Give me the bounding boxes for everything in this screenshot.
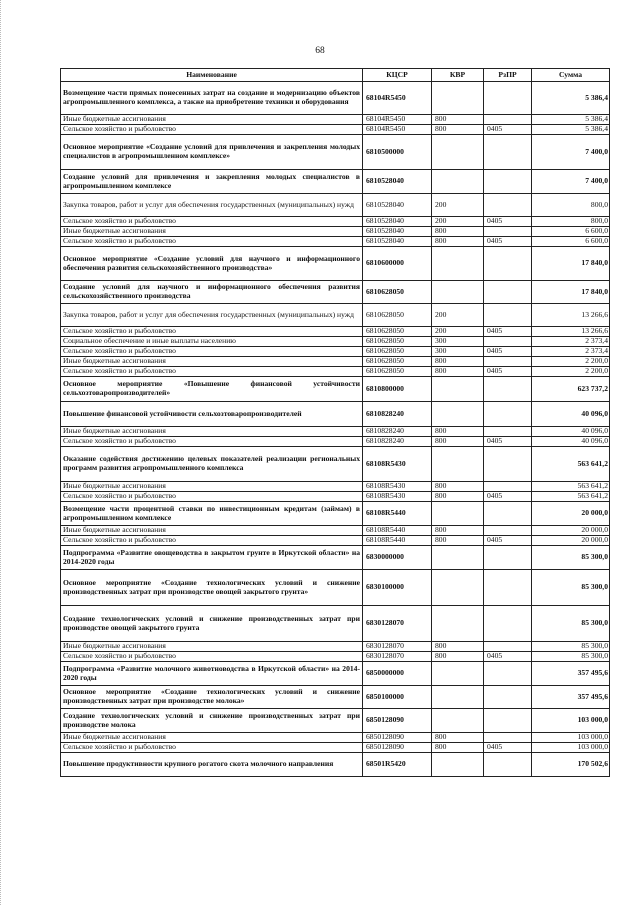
cell-rzpr: 0405 xyxy=(484,367,532,377)
cell-name: Возмещение части прямых понесенных затрат на создание и модернизацию объектов агропромышленного комплекса, а также на приобретение техники и оборудования xyxy=(61,82,363,115)
cell-kvr: 300 xyxy=(432,347,484,357)
header-rzpr: РзПР xyxy=(484,69,532,82)
cell-name: Социальное обеспечение и иные выплаты населению xyxy=(61,337,363,347)
cell-name: Оказание содействия достижению целевых показателей реализации региональных программ развития агропромышленного комплекса xyxy=(61,447,363,482)
table-row xyxy=(61,135,610,170)
cell-kvr xyxy=(432,82,484,115)
cell-rzpr xyxy=(484,606,532,642)
cell-kvr xyxy=(432,135,484,170)
cell-name: Иные бюджетные ассигнования xyxy=(61,642,363,652)
cell-kvr xyxy=(432,402,484,427)
cell-name: Создание условий для привлечения и закрепления молодых специалистов в агропромышленном комплексе xyxy=(61,170,363,194)
table-row xyxy=(61,194,610,217)
cell-kvr: 800 xyxy=(432,733,484,743)
table-row xyxy=(61,536,610,546)
cell-kvr xyxy=(432,753,484,777)
table-row xyxy=(61,377,610,402)
cell-sum: 563 641,2 xyxy=(532,447,610,482)
cell-kcsr: 68108R5430 xyxy=(363,447,432,482)
cell-rzpr xyxy=(484,247,532,281)
cell-kvr xyxy=(432,247,484,281)
cell-rzpr xyxy=(484,662,532,686)
cell-sum: 170 502,6 xyxy=(532,753,610,777)
cell-sum: 5 386,4 xyxy=(532,115,610,125)
cell-rzpr: 0405 xyxy=(484,536,532,546)
cell-kvr: 800 xyxy=(432,357,484,367)
cell-name: Сельское хозяйство и рыболовство xyxy=(61,536,363,546)
cell-sum: 357 495,6 xyxy=(532,662,610,686)
cell-sum: 5 386,4 xyxy=(532,82,610,115)
cell-name: Основное мероприятие «Создание технологических условий и снижение производственных затрат при производстве молока» xyxy=(61,686,363,709)
cell-kcsr: 6830100000 xyxy=(363,570,432,606)
table-row xyxy=(61,546,610,570)
cell-rzpr xyxy=(484,546,532,570)
cell-name: Иные бюджетные ассигнования xyxy=(61,427,363,437)
header-kcsr: КЦСР xyxy=(363,69,432,82)
cell-rzpr: 0405 xyxy=(484,743,532,753)
cell-kvr: 800 xyxy=(432,437,484,447)
cell-rzpr xyxy=(484,194,532,217)
cell-sum: 13 266,6 xyxy=(532,304,610,327)
cell-sum: 103 000,0 xyxy=(532,733,610,743)
table-row xyxy=(61,115,610,125)
cell-sum: 2 200,0 xyxy=(532,367,610,377)
cell-kcsr: 6850128090 xyxy=(363,743,432,753)
budget-table xyxy=(60,68,610,777)
table-row xyxy=(61,502,610,526)
table-row xyxy=(61,82,610,115)
cell-kcsr: 6810628050 xyxy=(363,367,432,377)
cell-rzpr xyxy=(484,642,532,652)
table-row xyxy=(61,347,610,357)
cell-name: Возмещение части процентной ставки по инвестиционным кредитам (займам) в агропромышленном комплексе xyxy=(61,502,363,526)
cell-name: Подпрограмма «Развитие молочного животноводства в Иркутской области» на 2014-2020 годы xyxy=(61,662,363,686)
cell-rzpr xyxy=(484,753,532,777)
cell-name: Основное мероприятие «Создание технологических условий и снижение производственных затрат при производстве овощей закрытого грунта» xyxy=(61,570,363,606)
cell-kcsr: 6850000000 xyxy=(363,662,432,686)
cell-rzpr: 0405 xyxy=(484,327,532,337)
cell-rzpr: 0405 xyxy=(484,347,532,357)
cell-name: Иные бюджетные ассигнования xyxy=(61,526,363,536)
cell-kcsr: 68104R5450 xyxy=(363,82,432,115)
cell-kvr: 800 xyxy=(432,526,484,536)
cell-rzpr xyxy=(484,686,532,709)
cell-sum: 20 000,0 xyxy=(532,536,610,546)
cell-rzpr xyxy=(484,526,532,536)
cell-name: Основное мероприятие «Повышение финансовой устойчивости сельхозтоваропроизводителей» xyxy=(61,377,363,402)
cell-rzpr xyxy=(484,115,532,125)
cell-kcsr: 6830128070 xyxy=(363,642,432,652)
cell-name: Сельское хозяйство и рыболовство xyxy=(61,492,363,502)
cell-rzpr: 0405 xyxy=(484,437,532,447)
cell-name: Подпрограмма «Развитие овощеводства в закрытом грунте в Иркутской области» на 2014-2020 годы xyxy=(61,546,363,570)
cell-name: Иные бюджетные ассигнования xyxy=(61,733,363,743)
cell-kcsr: 6810528040 xyxy=(363,194,432,217)
cell-name: Иные бюджетные ассигнования xyxy=(61,482,363,492)
cell-rzpr: 0405 xyxy=(484,492,532,502)
table-row xyxy=(61,642,610,652)
cell-kcsr: 68104R5450 xyxy=(363,115,432,125)
cell-name: Создание условий для научного и информационного обеспечения развития сельскохозяйственного производства xyxy=(61,281,363,304)
cell-kvr xyxy=(432,170,484,194)
cell-sum: 85 300,0 xyxy=(532,652,610,662)
cell-name: Сельское хозяйство и рыболовство xyxy=(61,125,363,135)
cell-rzpr xyxy=(484,502,532,526)
table-row xyxy=(61,304,610,327)
cell-kcsr: 6850100000 xyxy=(363,686,432,709)
cell-rzpr xyxy=(484,357,532,367)
cell-sum: 103 000,0 xyxy=(532,709,610,733)
table-row xyxy=(61,570,610,606)
cell-sum: 20 000,0 xyxy=(532,502,610,526)
cell-rzpr xyxy=(484,427,532,437)
cell-name: Иные бюджетные ассигнования xyxy=(61,357,363,367)
cell-kcsr: 6810628050 xyxy=(363,281,432,304)
table-header-row xyxy=(61,69,610,82)
cell-kcsr: 68108R5440 xyxy=(363,502,432,526)
cell-kvr: 800 xyxy=(432,652,484,662)
cell-name: Сельское хозяйство и рыболовство xyxy=(61,743,363,753)
cell-kcsr: 6830000000 xyxy=(363,546,432,570)
table-row xyxy=(61,367,610,377)
cell-name: Иные бюджетные ассигнования xyxy=(61,227,363,237)
cell-sum: 800,0 xyxy=(532,217,610,227)
cell-kcsr: 6850128090 xyxy=(363,709,432,733)
cell-kcsr: 68108R5440 xyxy=(363,526,432,536)
table-row xyxy=(61,437,610,447)
cell-kcsr: 6810828240 xyxy=(363,427,432,437)
cell-sum: 13 266,6 xyxy=(532,327,610,337)
cell-name: Закупка товаров, работ и услуг для обеспечения государственных (муниципальных) нужд xyxy=(61,194,363,217)
cell-name: Создание технологических условий и снижение производственных затрат при производстве молока xyxy=(61,709,363,733)
cell-name: Повышение продуктивности крупного рогатого скота молочного направления xyxy=(61,753,363,777)
cell-kvr: 800 xyxy=(432,367,484,377)
cell-rzpr xyxy=(484,337,532,347)
cell-kvr xyxy=(432,570,484,606)
cell-rzpr xyxy=(484,227,532,237)
cell-kvr xyxy=(432,606,484,642)
cell-kvr xyxy=(432,281,484,304)
cell-kcsr: 6810800000 xyxy=(363,377,432,402)
cell-sum: 40 096,0 xyxy=(532,427,610,437)
cell-kcsr: 6810628050 xyxy=(363,327,432,337)
cell-kvr: 800 xyxy=(432,492,484,502)
cell-name: Сельское хозяйство и рыболовство xyxy=(61,652,363,662)
cell-kvr: 300 xyxy=(432,337,484,347)
cell-kcsr: 6830128070 xyxy=(363,606,432,642)
cell-kvr: 800 xyxy=(432,743,484,753)
table-row xyxy=(61,662,610,686)
cell-kvr: 800 xyxy=(432,227,484,237)
cell-sum: 85 300,0 xyxy=(532,570,610,606)
cell-kvr xyxy=(432,502,484,526)
table-row xyxy=(61,337,610,347)
cell-rzpr xyxy=(484,135,532,170)
table-row xyxy=(61,327,610,337)
cell-kvr xyxy=(432,709,484,733)
cell-kcsr: 6810600000 xyxy=(363,247,432,281)
cell-sum: 85 300,0 xyxy=(532,606,610,642)
cell-kcsr: 6810828240 xyxy=(363,402,432,427)
cell-sum: 7 400,0 xyxy=(532,170,610,194)
table-row xyxy=(61,217,610,227)
cell-rzpr xyxy=(484,447,532,482)
cell-sum: 623 737,2 xyxy=(532,377,610,402)
table-row xyxy=(61,125,610,135)
cell-sum: 2 373,4 xyxy=(532,347,610,357)
table-row xyxy=(61,606,610,642)
cell-rzpr: 0405 xyxy=(484,217,532,227)
cell-sum: 40 096,0 xyxy=(532,402,610,427)
header-name: Наименование xyxy=(61,69,363,82)
table-row xyxy=(61,357,610,367)
cell-kcsr: 6810528040 xyxy=(363,227,432,237)
header-kvr: КВР xyxy=(432,69,484,82)
cell-sum: 2 373,4 xyxy=(532,337,610,347)
table-row xyxy=(61,482,610,492)
cell-kvr: 800 xyxy=(432,427,484,437)
cell-rzpr xyxy=(484,570,532,606)
table-row xyxy=(61,526,610,536)
cell-name: Создание технологических условий и снижение производственных затрат при производстве овощей закрытого грунта xyxy=(61,606,363,642)
cell-kvr: 800 xyxy=(432,115,484,125)
table-row xyxy=(61,227,610,237)
cell-kcsr: 6810628050 xyxy=(363,357,432,367)
cell-rzpr xyxy=(484,281,532,304)
cell-sum: 85 300,0 xyxy=(532,546,610,570)
cell-kvr: 200 xyxy=(432,194,484,217)
cell-sum: 800,0 xyxy=(532,194,610,217)
cell-kvr xyxy=(432,377,484,402)
cell-sum: 5 386,4 xyxy=(532,125,610,135)
cell-name: Сельское хозяйство и рыболовство xyxy=(61,347,363,357)
cell-sum: 17 840,0 xyxy=(532,281,610,304)
cell-sum: 20 000,0 xyxy=(532,526,610,536)
cell-name: Основное мероприятие «Создание условий для научного и информационного обеспечения развития сельскохозяйственного производства» xyxy=(61,247,363,281)
cell-kcsr: 68104R5450 xyxy=(363,125,432,135)
table-row xyxy=(61,237,610,247)
page-number: 68 xyxy=(315,46,325,56)
table-row xyxy=(61,247,610,281)
cell-name: Сельское хозяйство и рыболовство xyxy=(61,367,363,377)
cell-kcsr: 6810528040 xyxy=(363,237,432,247)
cell-rzpr xyxy=(484,709,532,733)
cell-kcsr: 6810828240 xyxy=(363,437,432,447)
cell-sum: 563 641,2 xyxy=(532,482,610,492)
cell-kcsr: 6850128090 xyxy=(363,733,432,743)
cell-rzpr xyxy=(484,82,532,115)
cell-kcsr: 6810628050 xyxy=(363,337,432,347)
cell-kvr: 200 xyxy=(432,327,484,337)
cell-sum: 6 600,0 xyxy=(532,237,610,247)
cell-name: Сельское хозяйство и рыболовство xyxy=(61,327,363,337)
table-row xyxy=(61,427,610,437)
table-row xyxy=(61,686,610,709)
cell-kcsr: 6810628050 xyxy=(363,304,432,327)
cell-name: Закупка товаров, работ и услуг для обеспечения государственных (муниципальных) нужд xyxy=(61,304,363,327)
cell-sum: 2 200,0 xyxy=(532,357,610,367)
cell-rzpr: 0405 xyxy=(484,652,532,662)
cell-rzpr xyxy=(484,402,532,427)
cell-kvr: 800 xyxy=(432,536,484,546)
table-row xyxy=(61,281,610,304)
cell-kcsr: 6810500000 xyxy=(363,135,432,170)
table-row xyxy=(61,652,610,662)
cell-sum: 103 000,0 xyxy=(532,743,610,753)
cell-rzpr xyxy=(484,304,532,327)
cell-sum: 7 400,0 xyxy=(532,135,610,170)
cell-kcsr: 6830128070 xyxy=(363,652,432,662)
cell-kcsr: 6810528040 xyxy=(363,170,432,194)
cell-name: Повышение финансовой устойчивости сельхозтоваропроизводителей xyxy=(61,402,363,427)
cell-kvr: 800 xyxy=(432,482,484,492)
table-row xyxy=(61,170,610,194)
table-row xyxy=(61,733,610,743)
cell-kcsr: 68108R5440 xyxy=(363,536,432,546)
cell-kvr: 800 xyxy=(432,642,484,652)
cell-kcsr: 6810628050 xyxy=(363,347,432,357)
cell-kcsr: 68108R5430 xyxy=(363,492,432,502)
cell-rzpr: 0405 xyxy=(484,125,532,135)
cell-sum: 40 096,0 xyxy=(532,437,610,447)
cell-rzpr xyxy=(484,377,532,402)
cell-kvr: 800 xyxy=(432,125,484,135)
cell-rzpr: 0405 xyxy=(484,237,532,247)
cell-name: Сельское хозяйство и рыболовство xyxy=(61,437,363,447)
cell-kcsr: 68108R5430 xyxy=(363,482,432,492)
cell-sum: 17 840,0 xyxy=(532,247,610,281)
table-row xyxy=(61,447,610,482)
cell-kcsr: 6810528040 xyxy=(363,217,432,227)
cell-kvr xyxy=(432,686,484,709)
cell-kcsr: 68501R5420 xyxy=(363,753,432,777)
cell-sum: 85 300,0 xyxy=(532,642,610,652)
cell-name: Иные бюджетные ассигнования xyxy=(61,115,363,125)
cell-rzpr xyxy=(484,733,532,743)
cell-sum: 357 495,6 xyxy=(532,686,610,709)
cell-sum: 6 600,0 xyxy=(532,227,610,237)
table-row xyxy=(61,709,610,733)
table-row xyxy=(61,753,610,777)
cell-kvr xyxy=(432,447,484,482)
cell-kvr xyxy=(432,546,484,570)
table-row xyxy=(61,743,610,753)
cell-kvr: 200 xyxy=(432,304,484,327)
scan-edge xyxy=(0,0,5,905)
cell-name: Сельское хозяйство и рыболовство xyxy=(61,217,363,227)
cell-kvr: 200 xyxy=(432,217,484,227)
table-row xyxy=(61,402,610,427)
cell-rzpr xyxy=(484,170,532,194)
cell-sum: 563 641,2 xyxy=(532,492,610,502)
cell-kvr: 800 xyxy=(432,237,484,247)
table-row xyxy=(61,492,610,502)
header-sum: Сумма xyxy=(532,69,610,82)
cell-name: Основное мероприятие «Создание условий для привлечения и закрепления молодых специалистов в агропромышленном комплексе» xyxy=(61,135,363,170)
cell-kvr xyxy=(432,662,484,686)
cell-rzpr xyxy=(484,482,532,492)
cell-name: Сельское хозяйство и рыболовство xyxy=(61,237,363,247)
